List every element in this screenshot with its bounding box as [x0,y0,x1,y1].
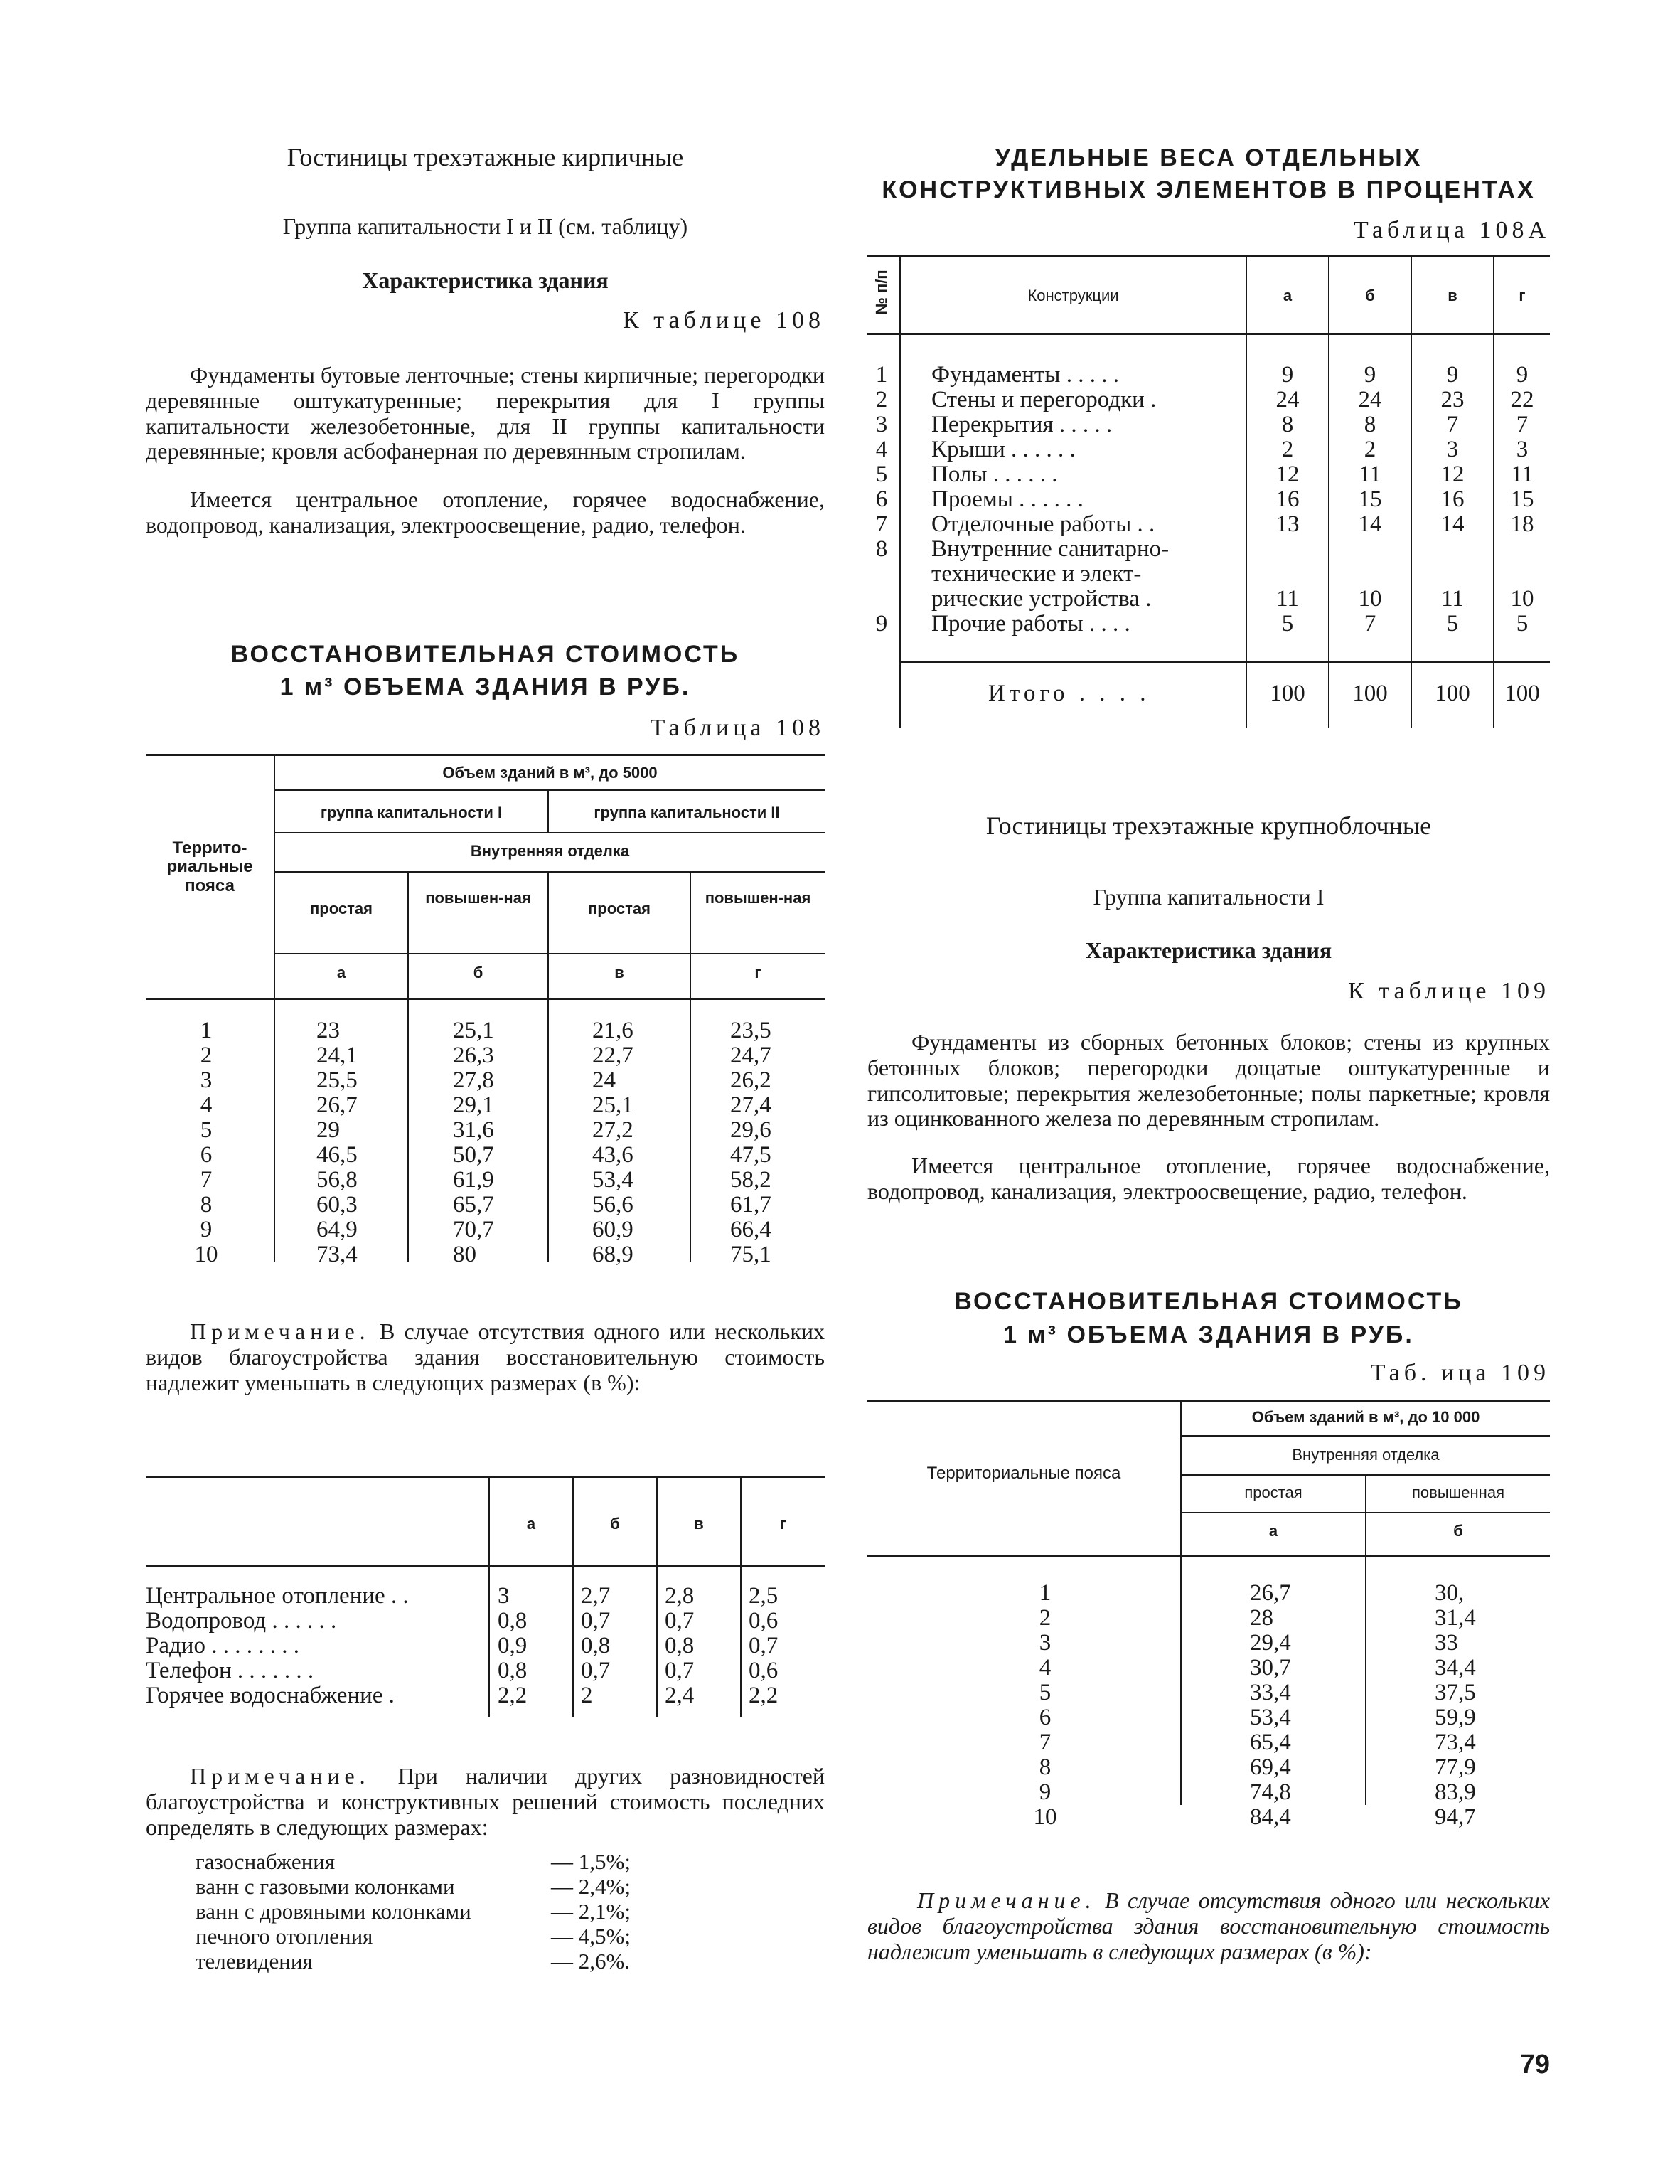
list-item: ванн с газовыми колонками [196,1874,455,1899]
reduction-col-a: а [526,1515,536,1533]
table-cell: 0,7 [749,1633,779,1658]
table-cell: 29 [316,1117,340,1143]
table-cell: 5 [1446,611,1459,636]
t109-improved: повышенная [1412,1483,1504,1501]
list-item: печного отопления [196,1924,373,1949]
table-cell: 56,6 [592,1192,633,1218]
table-row-label: Перекрытия . . . . . [931,412,1113,437]
reduction-g [749,1584,820,1708]
table-cell: 74,8 [1250,1779,1291,1805]
table-cell: 30,7 [1250,1655,1291,1680]
table-cell: 37,5 [1435,1680,1476,1705]
t108a-b [1329,363,1411,636]
weights-title-line-2: КОНСТРУКТИВНЫХ ЭЛЕМЕНТОВ В ПРОЦЕНТАХ [882,176,1536,203]
t108-col-a: а [336,964,346,981]
capital-group-line-2: Группа капитальности I [1093,884,1325,910]
table-row-label: Фундаменты . . . . . [931,362,1119,388]
table-cell: 13 [1275,511,1300,537]
table-cell: 5 [1039,1680,1052,1705]
table-cell: 10 [1510,586,1534,612]
t108-zones-column [146,1018,267,1267]
table-cell: 27,8 [453,1067,494,1093]
table-cell: 27,4 [730,1092,771,1118]
table-cell [867,587,896,612]
note-label: Примечание. [190,1319,370,1344]
table-cell: 68,9 [592,1242,633,1267]
note-other-improvements [146,1764,825,1840]
t109-col-a: а [1268,1522,1278,1540]
table-cell: 3 [875,412,888,437]
table-cell: 0,7 [581,1608,611,1634]
table-cell: 2 [1281,437,1294,462]
list-item: — 1,5%; [551,1849,631,1874]
table-cell: 33 [1435,1630,1458,1656]
table-cell: 10 [194,1242,218,1267]
table-cell: 2,2 [498,1683,528,1708]
table-cell: 2,2 [749,1683,779,1708]
table-cell: 47,5 [730,1142,771,1168]
table-cell: 16 [1275,486,1300,512]
t109-a-column [1250,1581,1349,1830]
t109-b-column [1435,1581,1534,1830]
table-cell: 73,4 [316,1242,358,1267]
table-109 [867,1400,1550,1830]
table-cell: 23,5 [730,1018,771,1043]
table-cell [1494,537,1550,562]
table-row-label: рические устройства . [931,586,1152,612]
list-item: — 2,4%; [551,1874,631,1899]
table-cell [1329,562,1411,587]
table-cell: 6 [875,486,888,512]
table-row-label: Проемы . . . . . . [931,486,1084,512]
table-row-label: Телефон . . . . . . . [146,1658,314,1683]
table-cell: 1 [875,362,888,388]
table-cell: 24 [592,1067,616,1093]
list-item: — 2,6%. [551,1949,631,1973]
table-cell: 22 [1510,387,1534,412]
capital-group-line: Группа капитальности I и II (см. таблицу) [282,213,688,239]
t108-volume-header: Объем зданий в м³, до 5000 [442,764,658,782]
t108-b-column [453,1018,538,1267]
t108-col-v: в [614,964,624,981]
table-cell: 60,3 [316,1192,358,1218]
table-row-label: технические и элект- [931,561,1142,587]
t108-g-column [730,1018,815,1267]
t108-finish-header: Внутренняя отделка [470,842,630,860]
table-cell: 0,8 [498,1608,528,1634]
table-cell: 2 [1364,437,1376,462]
table-cell: 0,7 [581,1658,611,1683]
building-characteristics-heading-2: Характеристика здания [1085,937,1332,963]
t108a-numbers [867,363,896,636]
note-text: В случае отсутствия одного или нескольких видов благоустройства здания восстановительную стоимость надлежит уменьшать в следующих размерах (в %): [146,1319,825,1395]
table-row-label: Полы . . . . . . [931,462,1058,487]
table-cell: 10 [1033,1804,1057,1830]
t108-simple-1: простая [310,900,373,917]
table-cell: 24 [1358,387,1382,412]
reduction-col-b: б [610,1515,620,1533]
table-109-label: Таб. ица 109 [1370,1360,1550,1386]
table-cell: 1 [1039,1580,1052,1606]
table-cell: 0,8 [498,1658,528,1683]
utilities-description-2: Имеется центральное отопление, горячее водоснабжение, водопровод, канализация, электроосвещение, радио, телефон. [867,1153,1550,1204]
t108-col-b: б [473,964,483,981]
table-cell: 61,7 [730,1192,771,1218]
table-cell: 9 [1364,362,1376,388]
table-cell: 8 [1281,412,1294,437]
t108a-g [1494,363,1550,636]
t108a-col-b: б [1365,287,1375,304]
reduction-v [665,1584,736,1708]
table-cell: 12 [1275,462,1300,487]
table-cell: 60,9 [592,1217,633,1242]
table-cell: 23 [316,1018,340,1043]
table-cell: 0,6 [749,1608,779,1634]
table-cell: 5 [200,1117,213,1143]
section-title-block-hotels: Гостиницы трехэтажные крупноблочные [985,811,1432,840]
table-cell [1412,537,1493,562]
t108a-total-v: 100 [1435,681,1470,706]
table-row-label: Прочие работы . . . . [931,611,1130,636]
t108a-total-g: 100 [1504,681,1540,706]
table-cell: 5 [1281,611,1294,636]
table-cell: 14 [1358,511,1382,537]
table-cell: 21,6 [592,1018,633,1043]
table-cell: 12 [1440,462,1465,487]
table-cell: 7 [1039,1730,1052,1755]
table-cell: 2,7 [581,1583,611,1609]
t108a-a [1247,363,1328,636]
note-reduction-109 [867,1888,1550,1964]
note-109-text: В случае отсутствия одного или нескольких видов благоустройства здания восстановительную стоимость надлежит уменьшать в следующих размерах (в %): [867,1887,1551,1964]
table-cell [1329,537,1411,562]
t108a-number-header: № п/п [872,270,890,315]
table-cell: 9 [200,1217,213,1242]
weights-title-line-1: УДЕЛЬНЫЕ ВЕСА ОТДЕЛЬНЫХ [995,144,1423,171]
table-cell: 18 [1510,511,1534,537]
table-cell: 33,4 [1250,1680,1291,1705]
table-row-label: Горячее водоснабжение . [146,1683,395,1708]
table-cell: 26,7 [1250,1580,1291,1606]
table-cell: 83,9 [1435,1779,1476,1805]
t108a-constructions-header: Конструкции [1027,287,1119,304]
table-cell: 7 [1446,412,1459,437]
table-cell: 26,2 [730,1067,771,1093]
note2-items [196,1849,551,1973]
table-cell: 25,1 [592,1092,633,1118]
table-cell [867,562,896,587]
table-row-label: Стены и перегородки . [931,387,1157,412]
table-cell: 15 [1510,486,1534,512]
table-cell: 26,3 [453,1043,494,1068]
list-item: ванн с дровяными колонками [196,1899,471,1924]
table-cell: 0,6 [749,1658,779,1683]
table-cell [1494,562,1550,587]
table-cell: 2,8 [665,1583,695,1609]
t108a-col-g: г [1519,287,1526,304]
t109-finish-header: Внутренняя отделка [1292,1446,1440,1464]
table-cell: 46,5 [316,1142,358,1168]
t108-simple-2: простая [588,900,651,917]
t108a-col-a: а [1283,287,1293,304]
reduction-col-g: г [779,1515,787,1533]
reduction-a [498,1584,569,1708]
table-cell: 43,6 [592,1142,633,1168]
table-cell: 56,8 [316,1167,358,1193]
table-cell: 9 [1039,1779,1052,1805]
table-cell: 3 [1039,1630,1052,1656]
page-number: 79 [1519,2050,1550,2079]
table-cell: 16 [1440,486,1465,512]
foundation-description-2: Фундаменты из сборных бетонных блоков; стены из крупных бетонных блоков; перегородки дощатые оштукатуренные и гипсолитовые; перекрытия железобетонные; полы паркетные; кровля из оцинкованного железа по деревянным стропилам. [867,1029,1550,1131]
table-cell: 25,1 [453,1018,494,1043]
list-item: телевидения [196,1949,313,1973]
table-cell: 2 [200,1043,213,1068]
table-cell: 0,7 [665,1608,695,1634]
note-reduction [146,1319,825,1395]
utilities-description: Имеется центральное отопление, горячее водоснабжение, водопровод, канализация, электроосвещение, радио, телефон. [146,486,825,538]
table-cell: 3 [200,1067,213,1093]
note2-label: Примечание. [190,1763,370,1789]
table-cell: 7 [875,511,888,537]
table-cell: 7 [1516,412,1529,437]
note-109-label: Примечание. [917,1887,1096,1913]
cost-title-109-line-2: 1 м³ ОБЪЕМА ЗДАНИЯ В РУБ. [1003,1321,1414,1348]
table-cell: 9 [1281,362,1294,388]
table-cell: 15 [1358,486,1382,512]
table-cell: 0,9 [498,1633,528,1658]
table-cell: 1 [200,1018,213,1043]
t108-v-column [592,1018,678,1267]
table-cell: 11 [1359,462,1381,487]
table-cell [1412,562,1493,587]
note2-text: При наличии других разновидностей благоустройства и конструктивных решений стоимость последних определять в следующих размерах: [146,1763,825,1840]
table-cell: 3 [1446,437,1459,462]
section-title-brick-hotels: Гостиницы трехэтажные кирпичные [287,143,684,171]
table-cell: 4 [200,1092,213,1118]
table-cell: 2,4 [665,1683,695,1708]
table-cell: 3 [498,1583,510,1609]
table-cell: 9 [1446,362,1459,388]
table-cell: 31,6 [453,1117,494,1143]
t108a-total-a: 100 [1270,681,1305,706]
t108a-total-b: 100 [1352,681,1388,706]
table-row-label: Радио . . . . . . . . [146,1633,299,1658]
t109-simple: простая [1244,1483,1302,1501]
table-cell: 53,4 [1250,1705,1291,1730]
table-108a-label: Таблица 108А [1354,217,1550,243]
t108-improved-1: повышен-ная [425,889,531,907]
table-cell: 75,1 [730,1242,771,1267]
table-cell: 24 [1275,387,1300,412]
t109-zone-header: Территориальные пояса [926,1464,1121,1483]
table-cell: 29,1 [453,1092,494,1118]
table-row-label: Центральное отопление . . [146,1583,409,1609]
table-cell: 77,9 [1435,1754,1476,1780]
to-table-109-label: К таблице 109 [1348,978,1550,1004]
t108-a-column [316,1018,402,1267]
table-cell: 25,5 [316,1067,358,1093]
t109-zones-column [1010,1581,1081,1830]
reduction-col-v: в [694,1515,704,1533]
cost-title-line-2: 1 м³ ОБЪЕМА ЗДАНИЯ В РУБ. [279,673,691,701]
t108-group-1-header: группа капитальности I [320,804,503,821]
table-cell: 69,4 [1250,1754,1291,1780]
cost-title-line-1: ВОССТАНОВИТЕЛЬНАЯ СТОИМОСТЬ [230,641,740,668]
table-cell: 14 [1440,511,1465,537]
t108-zone-header: Террито-риальные пояса [166,838,253,895]
table-cell [1247,537,1328,562]
table-cell: 50,7 [453,1142,494,1168]
table-cell: 6 [1039,1705,1052,1730]
table-cell: 53,4 [592,1167,633,1193]
t108a-v [1412,363,1493,636]
table-cell: 65,4 [1250,1730,1291,1755]
table-cell: 9 [1516,362,1529,388]
table-cell: 66,4 [730,1217,771,1242]
table-cell: 2 [1039,1605,1052,1631]
table-row-label: Крыши . . . . . . [931,437,1076,462]
table-cell: 5 [875,462,888,487]
table-cell: 24,7 [730,1043,771,1068]
t108-improved-2: повышен-ная [705,889,811,907]
table-cell: 27,2 [592,1117,633,1143]
table-cell: 8 [875,536,888,562]
table-cell: 70,7 [453,1217,494,1242]
table-cell: 34,4 [1435,1655,1476,1680]
reduction-table [146,1476,825,1717]
table-cell: 9 [875,611,888,636]
table-cell: 3 [1516,437,1529,462]
t108a-col-v: в [1448,287,1457,304]
table-cell: 4 [1039,1655,1052,1680]
t108a-items [931,363,1244,636]
reduction-b [581,1584,652,1708]
t109-volume-header: Объем зданий в м³, до 10 000 [1251,1408,1480,1426]
table-cell: 4 [875,437,888,462]
table-cell: 7 [1364,611,1376,636]
table-cell: 2 [581,1683,593,1708]
table-cell: 80 [453,1242,476,1267]
table-cell: 29,6 [730,1117,771,1143]
table-cell: 64,9 [316,1217,358,1242]
table-cell: 0,8 [581,1633,611,1658]
table-cell: 0,7 [665,1658,695,1683]
table-row-label: Водопровод . . . . . . [146,1608,337,1634]
table-cell: 61,9 [453,1167,494,1193]
table-108 [146,754,825,1287]
t109-col-b: б [1453,1522,1463,1540]
table-cell: 2 [875,387,888,412]
table-row-label: Внутренние санитарно- [931,536,1170,562]
table-cell: 8 [200,1192,213,1218]
list-item: — 2,1%; [551,1899,631,1924]
building-characteristics-heading: Характеристика здания [362,267,609,293]
table-cell [1247,562,1328,587]
note2-values [551,1849,693,1973]
to-table-108-label: К таблице 108 [623,307,825,334]
foundation-description: Фундаменты бутовые ленточные; стены кирпичные; перегородки деревянные оштукатуренные; перекрытия для I группы капитальности железобетонные, для II группы капитальности деревянные; кровля асбофанерная по деревянным стропилам. [146,362,825,464]
table-cell: 73,4 [1435,1730,1476,1755]
table-cell: 6 [200,1142,213,1168]
table-cell: 10 [1358,586,1382,612]
table-cell: 22,7 [592,1043,633,1068]
table-cell: 59,9 [1435,1705,1476,1730]
table-cell: 31,4 [1435,1605,1476,1631]
table-cell: 29,4 [1250,1630,1291,1656]
table-cell: 23 [1440,387,1465,412]
list-item: — 4,5%; [551,1924,631,1949]
reduction-items [146,1584,480,1708]
t108-group-2-header: группа капитальности II [594,804,780,821]
t108-col-g: г [754,964,761,981]
table-cell: 8 [1039,1754,1052,1780]
table-cell: 7 [200,1167,213,1193]
t108a-total-label: Итого . . . . [988,681,1150,706]
table-cell: 65,7 [453,1192,494,1218]
table-cell: 0,8 [665,1633,695,1658]
table-cell: 11 [1511,462,1534,487]
table-cell: 8 [1364,412,1376,437]
table-cell: 28 [1250,1605,1273,1631]
table-108a [867,255,1550,738]
table-cell: 30, [1435,1580,1465,1606]
table-108-label: Таблица 108 [650,715,825,741]
table-cell: 26,7 [316,1092,358,1118]
table-row-label: Отделочные работы . . [931,511,1155,537]
table-cell: 94,7 [1435,1804,1476,1830]
table-cell: 2,5 [749,1583,779,1609]
table-cell: 11 [1441,586,1464,612]
table-cell: 84,4 [1250,1804,1291,1830]
table-cell: 11 [1276,586,1299,612]
table-cell: 5 [1516,611,1529,636]
table-cell: 24,1 [316,1043,358,1068]
cost-title-109-line-1: ВОССТАНОВИТЕЛЬНАЯ СТОИМОСТЬ [954,1288,1463,1315]
list-item: газоснабжения [196,1849,336,1874]
table-cell: 58,2 [730,1167,771,1193]
